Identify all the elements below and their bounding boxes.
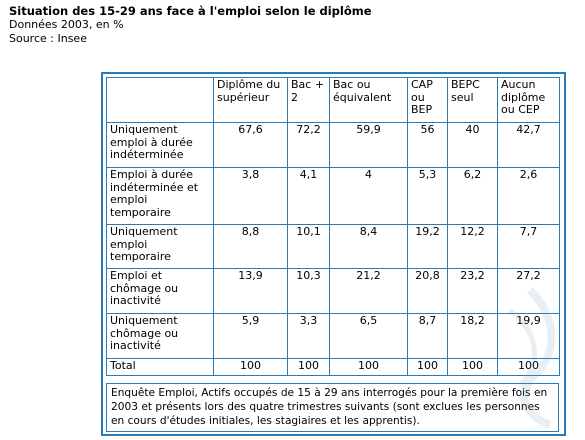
table-cell: 100 — [214, 359, 288, 376]
table-cell: 8,7 — [408, 314, 448, 359]
table-cell: 7,7 — [498, 225, 560, 269]
table-cell: 3,8 — [214, 168, 288, 225]
table-cell: 100 — [408, 359, 448, 376]
table-cell: 27,2 — [498, 269, 560, 314]
table-cell: 13,9 — [214, 269, 288, 314]
table-cell: 5,9 — [214, 314, 288, 359]
table-cell: 10,1 — [288, 225, 330, 269]
row-label: Emploi et chômage ou inactivité — [107, 269, 214, 314]
table-cell: 3,3 — [288, 314, 330, 359]
row-label: Uniquement emploi à durée indéterminée — [107, 123, 214, 168]
header — [9, 4, 372, 46]
row-label: Uniquement emploi temporaire — [107, 225, 214, 269]
table-cell: 100 — [288, 359, 330, 376]
subtitle: Données 2003, en % — [9, 18, 124, 31]
column-header: BEPC seul — [448, 78, 498, 123]
table-cell: 6,2 — [448, 168, 498, 225]
table-cell: 12,2 — [448, 225, 498, 269]
row-label: Total — [107, 359, 214, 376]
source-line: Source : Insee — [9, 32, 87, 45]
column-header: Aucun diplôme ou CEP — [498, 78, 560, 123]
table-row — [107, 168, 560, 225]
table-row — [107, 123, 560, 168]
table-cell: 4 — [330, 168, 408, 225]
table-cell: 5,3 — [408, 168, 448, 225]
column-header: Bac + 2 — [288, 78, 330, 123]
table-header-row — [107, 78, 560, 123]
table-cell: 100 — [448, 359, 498, 376]
table-cell: 8,4 — [330, 225, 408, 269]
column-header: Bac ou équivalent — [330, 78, 408, 123]
table-cell: 100 — [498, 359, 560, 376]
table-cell: 56 — [408, 123, 448, 168]
row-label: Uniquement chômage ou inactivité — [107, 314, 214, 359]
table-cell: 2,6 — [498, 168, 560, 225]
table-cell: 42,7 — [498, 123, 560, 168]
table-row — [107, 225, 560, 269]
table-cell: 18,2 — [448, 314, 498, 359]
table-cell: 10,3 — [288, 269, 330, 314]
page-title: Situation des 15-29 ans face à l'emploi selon le diplôme — [9, 4, 372, 18]
table-cell: 20,8 — [408, 269, 448, 314]
table-cell: 100 — [330, 359, 408, 376]
table-cell: 19,9 — [498, 314, 560, 359]
row-label: Emploi à durée indéterminée et emploi temporaire — [107, 168, 214, 225]
table-cell: 21,2 — [330, 269, 408, 314]
column-header: Diplôme du supérieur — [214, 78, 288, 123]
table-cell: 23,2 — [448, 269, 498, 314]
table-cell: 4,1 — [288, 168, 330, 225]
table-cell: 19,2 — [408, 225, 448, 269]
watermark-logo — [490, 280, 570, 430]
corner-cell — [107, 78, 214, 123]
table-cell: 72,2 — [288, 123, 330, 168]
table-cell: 8,8 — [214, 225, 288, 269]
table-cell: 67,6 — [214, 123, 288, 168]
table-cell: 59,9 — [330, 123, 408, 168]
table-cell: 6,5 — [330, 314, 408, 359]
column-header: CAP ou BEP — [408, 78, 448, 123]
footnote: Enquête Emploi, Actifs occupés de 15 à 29 ans interrogés pour la première fois en 2003 et présents lors des quatre trimestres suivants (sont exclues les personnes en cours d'études initiales, les stagiaires et les apprentis). — [106, 383, 559, 432]
table-cell: 40 — [448, 123, 498, 168]
